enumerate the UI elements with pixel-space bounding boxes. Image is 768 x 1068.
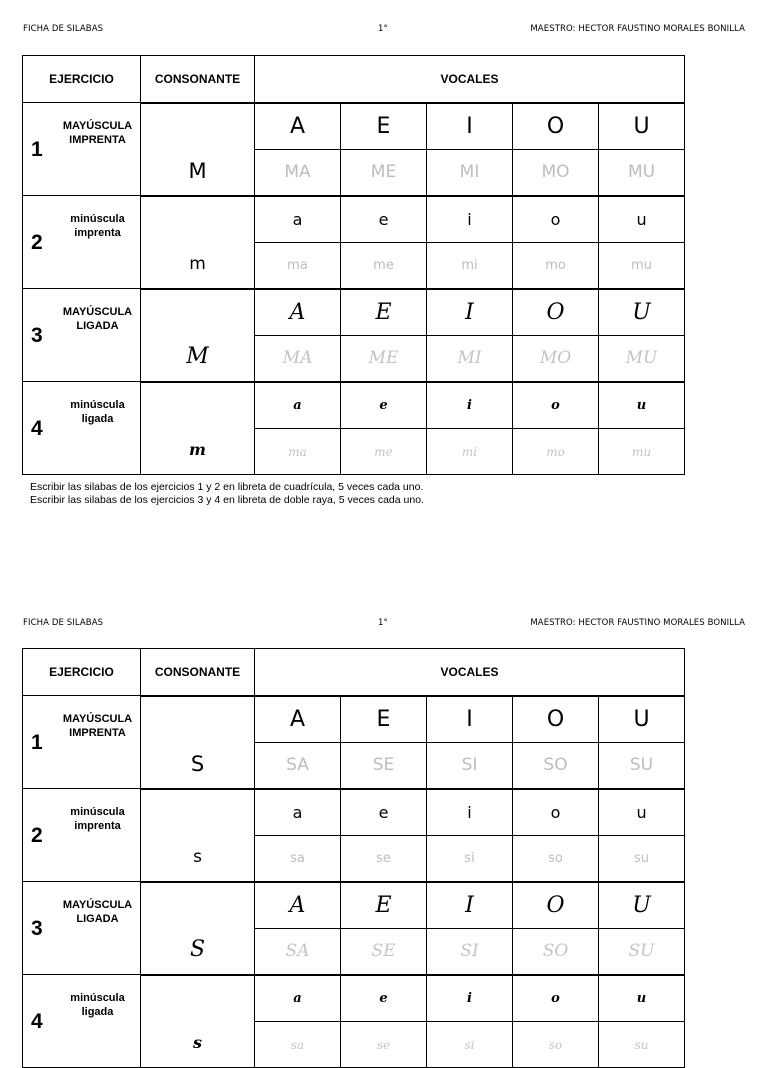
syllable-trace: mo <box>513 429 599 475</box>
exercise-type: minúscula imprenta <box>70 806 125 832</box>
syllable-trace: MO <box>513 150 599 196</box>
syllable-trace: SU <box>599 743 685 789</box>
syllable-trace: sa <box>255 1022 341 1068</box>
vowel-A: A <box>255 103 341 150</box>
vowel-cursive-O: O <box>513 882 599 929</box>
consonant-cell: S <box>141 696 255 789</box>
syllable-trace: mo <box>513 243 599 289</box>
vowel-cursive-a: a <box>255 382 341 429</box>
exercise-2-label <box>23 789 141 882</box>
consonant-cell: S <box>141 882 255 975</box>
vowel-cursive-i: i <box>427 975 513 1022</box>
vowel-cursive-I: I <box>427 289 513 336</box>
header-grade: 1° <box>378 24 388 34</box>
syllable-trace: ME <box>341 336 427 382</box>
vowel-cursive-o: o <box>513 382 599 429</box>
syllable-trace: mu <box>599 429 685 475</box>
vowel-U: U <box>599 696 685 743</box>
instructions <box>30 481 424 507</box>
vowel-u: u <box>599 196 685 243</box>
consonant-cell: M <box>141 103 255 196</box>
exercise-type: minúscula imprenta <box>70 213 125 239</box>
syllable-trace: SE <box>341 929 427 975</box>
exercise-1-label <box>23 696 141 789</box>
syllable-trace: SI <box>427 929 513 975</box>
exercise-4-label <box>23 975 141 1068</box>
syllable-trace: SA <box>255 929 341 975</box>
vowel-cursive-u: u <box>599 975 685 1022</box>
consonant-cell: s <box>141 789 255 882</box>
header-ejercicio: EJERCICIO <box>23 56 141 103</box>
vowel-cursive-u: u <box>599 382 685 429</box>
vowel-u: u <box>599 789 685 836</box>
exercise-3-label <box>23 289 141 382</box>
syllable-trace: so <box>513 1022 599 1068</box>
syllable-trace: SI <box>427 743 513 789</box>
syllable-trace: ma <box>255 429 341 475</box>
syllable-trace: su <box>599 836 685 882</box>
exercise-number: 4 <box>31 417 43 440</box>
syllable-trace: su <box>599 1022 685 1068</box>
syllable-trace: so <box>513 836 599 882</box>
exercise-type: MAYÚSCULA LIGADA <box>62 899 133 925</box>
syllable-trace: si <box>427 1022 513 1068</box>
syllable-trace: MI <box>427 336 513 382</box>
vowel-o: o <box>513 789 599 836</box>
exercise-4-label <box>23 382 141 475</box>
instruction-line: Escribir las silabas de los ejercicios 3 y 4 en libreta de doble raya, 5 veces cada uno. <box>30 494 424 506</box>
vowel-e: e <box>341 196 427 243</box>
syllable-trace: se <box>341 836 427 882</box>
syllable-trace: MI <box>427 150 513 196</box>
header-teacher: MAESTRO: HECTOR FAUSTINO MORALES BONILLA <box>530 618 745 628</box>
syllable-trace: SE <box>341 743 427 789</box>
syllable-trace: mi <box>427 429 513 475</box>
syllable-trace: MU <box>599 336 685 382</box>
header-title: FICHA DE SILABAS <box>23 618 104 628</box>
vowel-I: I <box>427 103 513 150</box>
exercise-number: 3 <box>31 917 43 940</box>
syllable-trace: MU <box>599 150 685 196</box>
vowel-e: e <box>341 789 427 836</box>
syllable-trace: me <box>341 243 427 289</box>
exercise-number: 1 <box>31 138 43 161</box>
syllable-trace: MO <box>513 336 599 382</box>
syllable-trace: ME <box>341 150 427 196</box>
header-consonante: CONSONANTE <box>141 56 255 103</box>
header-ejercicio: EJERCICIO <box>23 649 141 696</box>
exercise-type: minúscula ligada <box>70 399 125 425</box>
vowel-O: O <box>513 103 599 150</box>
exercise-2-label <box>23 196 141 289</box>
exercise-type: MAYÚSCULA IMPRENTA <box>62 120 133 146</box>
vowel-a: a <box>255 196 341 243</box>
syllable-trace: ma <box>255 243 341 289</box>
syllable-trace: SA <box>255 743 341 789</box>
syllable-trace: MA <box>255 336 341 382</box>
syllable-trace: mu <box>599 243 685 289</box>
syllable-trace: se <box>341 1022 427 1068</box>
vowel-O: O <box>513 696 599 743</box>
consonant-cell: m <box>141 382 255 475</box>
exercise-1-label <box>23 103 141 196</box>
vowel-U: U <box>599 103 685 150</box>
vowel-cursive-o: o <box>513 975 599 1022</box>
exercise-3-label <box>23 882 141 975</box>
exercise-number: 4 <box>31 1010 43 1033</box>
exercise-number: 2 <box>31 824 43 847</box>
syllable-trace: SU <box>599 929 685 975</box>
syllable-trace: MA <box>255 150 341 196</box>
exercise-type: minúscula ligada <box>70 992 125 1018</box>
sheet-header <box>0 618 768 632</box>
vowel-i: i <box>427 789 513 836</box>
vowel-A: A <box>255 696 341 743</box>
consonant-cell: m <box>141 196 255 289</box>
vowel-cursive-A: A <box>255 882 341 929</box>
header-vocales: VOCALES <box>255 649 685 696</box>
consonant-cell: M <box>141 289 255 382</box>
header-grade: 1° <box>378 618 388 628</box>
vowel-cursive-U: U <box>599 289 685 336</box>
exercise-number: 3 <box>31 324 43 347</box>
exercise-number: 1 <box>31 731 43 754</box>
header-title: FICHA DE SILABAS <box>23 24 104 34</box>
vowel-cursive-i: i <box>427 382 513 429</box>
header-teacher: MAESTRO: HECTOR FAUSTINO MORALES BONILLA <box>530 24 745 34</box>
vowel-i: i <box>427 196 513 243</box>
vowel-cursive-U: U <box>599 882 685 929</box>
header-vocales: VOCALES <box>255 56 685 103</box>
syllable-trace: me <box>341 429 427 475</box>
exercise-number: 2 <box>31 231 43 254</box>
vowel-cursive-a: a <box>255 975 341 1022</box>
syllable-trace: sa <box>255 836 341 882</box>
syllable-trace: mi <box>427 243 513 289</box>
vowel-a: a <box>255 789 341 836</box>
syllable-trace: si <box>427 836 513 882</box>
exercise-type: MAYÚSCULA IMPRENTA <box>62 713 133 739</box>
vowel-o: o <box>513 196 599 243</box>
vowel-E: E <box>341 103 427 150</box>
sheet-header <box>0 24 768 38</box>
consonant-cell: s <box>141 975 255 1068</box>
vowel-cursive-e: e <box>341 382 427 429</box>
instruction-line: Escribir las silabas de los ejercicios 1 y 2 en libreta de cuadrícula, 5 veces cada uno. <box>30 481 424 493</box>
vowel-cursive-O: O <box>513 289 599 336</box>
vowel-I: I <box>427 696 513 743</box>
vowel-E: E <box>341 696 427 743</box>
vowel-cursive-E: E <box>341 882 427 929</box>
syllable-table <box>22 55 685 475</box>
header-consonante: CONSONANTE <box>141 649 255 696</box>
syllable-trace: SO <box>513 743 599 789</box>
exercise-type: MAYÚSCULA LIGADA <box>62 306 133 332</box>
vowel-cursive-A: A <box>255 289 341 336</box>
vowel-cursive-E: E <box>341 289 427 336</box>
vowel-cursive-I: I <box>427 882 513 929</box>
syllable-table <box>22 648 685 1068</box>
vowel-cursive-e: e <box>341 975 427 1022</box>
syllable-trace: SO <box>513 929 599 975</box>
